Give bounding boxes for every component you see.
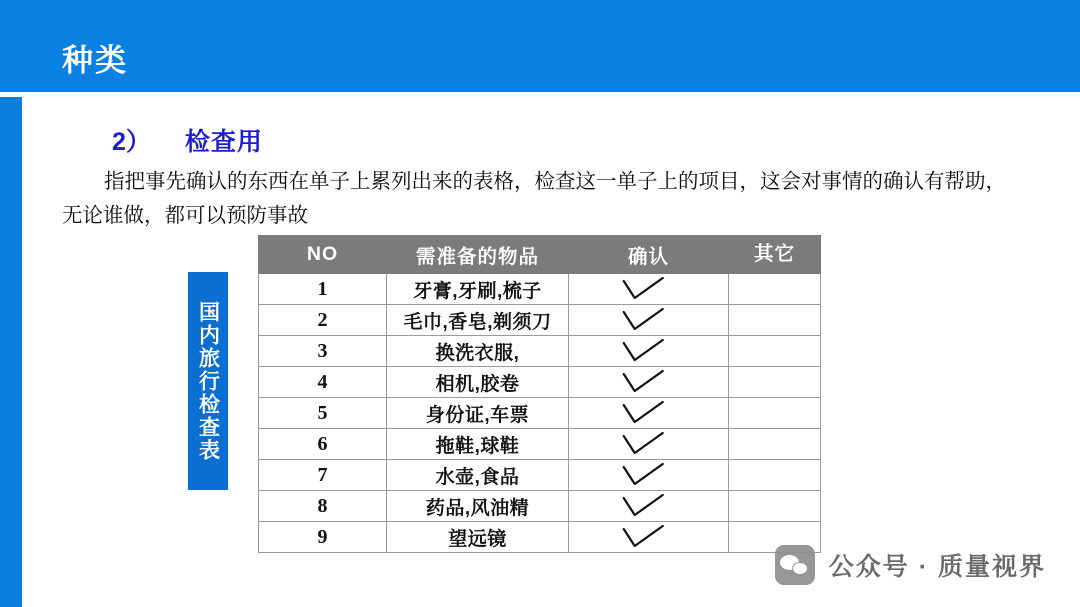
cell-other[interactable] [729,429,821,460]
section-heading [112,122,263,158]
table-row [259,305,821,336]
cell-confirm[interactable] [569,429,729,460]
cell-item: 相机,胶卷 [387,367,569,398]
table-row [259,491,821,522]
cell-no: 2 [259,305,387,336]
table-row [259,336,821,367]
cell-no: 6 [259,429,387,460]
section-label: 检查用 [184,128,263,156]
table-row [259,274,821,305]
cell-item: 水壶,食品 [387,460,569,491]
check-mark-icon [621,307,665,333]
cell-item: 换洗衣服, [387,336,569,367]
cell-other[interactable] [729,367,821,398]
check-mark-icon [621,276,665,302]
cell-other[interactable] [729,305,821,336]
table-body [259,274,821,553]
cell-confirm[interactable] [569,274,729,305]
cell-confirm[interactable] [569,367,729,398]
cell-confirm[interactable] [569,305,729,336]
check-mark-icon [621,400,665,426]
table-row [259,367,821,398]
cell-confirm[interactable] [569,491,729,522]
check-mark-icon [621,431,665,457]
checklist-table [258,235,821,553]
cell-item: 毛巾,香皂,剃须刀 [387,305,569,336]
column-header-item: 需准备的物品 [387,236,569,274]
cell-item: 药品,风油精 [387,491,569,522]
wechat-icon [775,545,815,585]
table-row [259,522,821,553]
cell-item: 望远镜 [387,522,569,553]
cell-item: 身份证,车票 [387,398,569,429]
cell-no: 9 [259,522,387,553]
page-title: 种类 [62,43,128,78]
section-number: 2） [112,128,151,156]
check-mark-icon [621,369,665,395]
table-row [259,460,821,491]
column-header-other: 其它 [729,236,821,274]
column-header-no: NO [259,236,387,274]
cell-other[interactable] [729,398,821,429]
body-paragraph [62,165,1022,233]
checklist-table-wrapper [258,235,820,553]
slide-header-band [0,0,1080,92]
cell-confirm[interactable] [569,522,729,553]
cell-no: 1 [259,274,387,305]
cell-no: 3 [259,336,387,367]
cell-no: 7 [259,460,387,491]
table-row [259,398,821,429]
cell-no: 4 [259,367,387,398]
cell-other[interactable] [729,336,821,367]
cell-confirm[interactable] [569,398,729,429]
table-row [259,429,821,460]
check-mark-icon [621,493,665,519]
side-label-checklist-title: 国内旅行检查表 [188,272,228,490]
cell-other[interactable] [729,274,821,305]
cell-no: 5 [259,398,387,429]
cell-item: 拖鞋,球鞋 [387,429,569,460]
watermark [775,545,1046,585]
cell-confirm[interactable] [569,460,729,491]
check-mark-icon [621,462,665,488]
header-divider [0,92,1080,97]
cell-no: 8 [259,491,387,522]
check-mark-icon [621,338,665,364]
cell-item: 牙膏,牙刷,梳子 [387,274,569,305]
cell-other[interactable] [729,491,821,522]
table-header-row [259,236,821,274]
cell-other[interactable] [729,460,821,491]
check-mark-icon [621,524,665,550]
paragraph-text: 指把事先确认的东西在单子上累列出来的表格，检查这一单子上的项目，这会对事情的确认有帮助，无论谁做，都可以预防事故 [62,170,1006,227]
column-header-confirm: 确认 [569,236,729,274]
watermark-text: 公众号 · 质量视界 [828,553,1046,581]
cell-confirm[interactable] [569,336,729,367]
